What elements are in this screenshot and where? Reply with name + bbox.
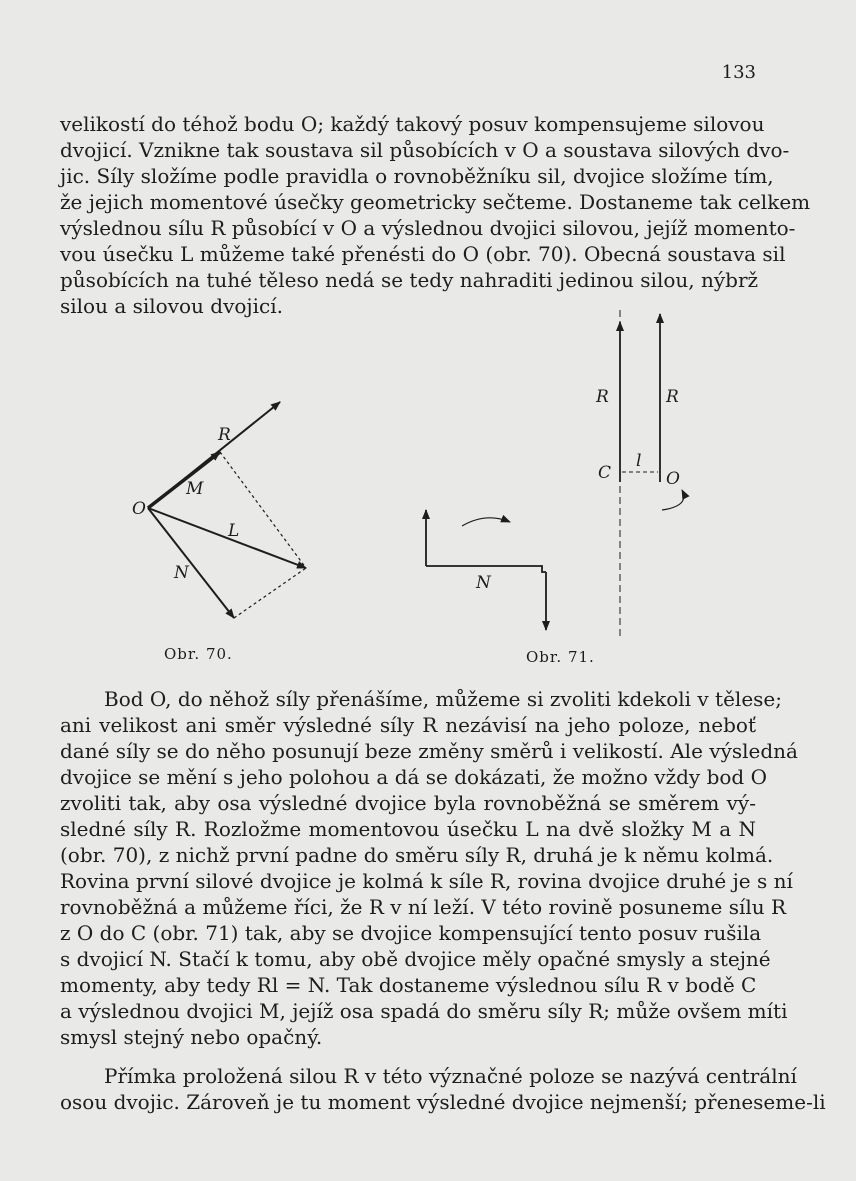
text-line: dané síly se do něho posunují beze změny směrů i velikostí. Ale výsledná [60, 739, 798, 763]
label-R-right: R [666, 387, 679, 407]
label-N: N [174, 563, 189, 583]
label-l: l [636, 451, 642, 471]
text-line: Bod O, do něhož síly přenášíme, můžeme si zvoliti kdekoli v tělese; [104, 687, 782, 711]
figure-70 [120, 390, 320, 670]
text-line: sledné síly R. Rozložme momentovou úsečku L na dvě složky M a N [60, 817, 756, 841]
dashed-M-to-L [220, 452, 306, 568]
text-line: zvoliti tak, aby osa výsledné dvojice byla rovnoběžná se směrem vý- [60, 791, 756, 815]
text-line: dvojice se mění s jeho polohou a dá se dokázati, že možno vždy bod O [60, 765, 767, 789]
text-line: s dvojicí N. Stačí k tomu, aby obě dvojice měly opačné smysly a stejné [60, 947, 771, 971]
text-line: působících na tuhé těleso nedá se tedy nahraditi jedinou silou, nýbrž [60, 268, 759, 292]
text-line: silou a silovou dvojicí. [60, 294, 283, 318]
text-line: výslednou sílu R působící v O a výslednou dvojici silovou, jejíž momento- [60, 216, 796, 240]
text-line: osou dvojic. Zároveň je tu moment výsledné dvojice nejmenší; přeneseme-li [60, 1090, 826, 1114]
page-number: 133 [721, 62, 756, 83]
label-R: R [218, 425, 231, 445]
label-C: C [598, 463, 612, 483]
paragraph-2 [60, 686, 798, 1050]
text-line: dvojicí. Vznikne tak soustava sil působících v O a soustava silových dvo- [60, 138, 790, 162]
text-line: (obr. 70), z nichž první padne do směru síly R, druhá je k němu kolmá. [60, 843, 774, 867]
text-line: jic. Síly složíme podle pravidla o rovnoběžníku sil, dvojice složíme tím, [60, 164, 774, 188]
text-line: vou úsečku L můžeme také přenésti do O (obr. 70). Obecná soustava sil [60, 242, 786, 266]
paragraph-3 [60, 1063, 826, 1115]
text-line: a výslednou dvojici M, jejíž osa spadá do směru síly R; může ovšem míti [60, 999, 788, 1023]
text-line: ani velikost ani směr výsledné síly R nezávisí na jeho poloze, neboť [60, 713, 756, 737]
label-O: O [132, 499, 146, 519]
label-R-left: R [596, 387, 609, 407]
text-line: Přímka proložená silou R v této význačné poloze se nazývá centrální [104, 1064, 797, 1088]
label-O: O [666, 469, 680, 489]
couple-N [426, 566, 546, 572]
vector-M [148, 452, 220, 508]
label-L: L [228, 521, 240, 541]
dashed-N-to-L [234, 568, 306, 618]
label-M: M [186, 479, 204, 499]
text-line: že jejich momentové úsečky geometricky sečteme. Dostaneme tak celkem [60, 190, 811, 214]
figure-71-caption: Obr. 71. [526, 648, 595, 666]
text-line: momenty, aby tedy Rl = N. Tak dostaneme výslednou sílu R v bodě C [60, 973, 757, 997]
figure-71 [400, 310, 720, 640]
label-N: N [476, 573, 491, 593]
text-line: z O do C (obr. 71) tak, aby se dvojice kompensující tento posuv rušila [60, 921, 762, 945]
rotation-arrow-O [662, 490, 684, 510]
paragraph-1 [60, 111, 811, 319]
text-line: smysl stejný nebo opačný. [60, 1025, 323, 1049]
text-line: Rovina první silové dvojice je kolmá k síle R, rovina dvojice druhé je s ní [60, 869, 793, 893]
rotation-arrow-N [462, 518, 510, 526]
text-line: rovnoběžná a můžeme říci, že R v ní leží. V této rovině posuneme sílu R [60, 895, 787, 919]
text-line: velikostí do téhož bodu O; každý takový posuv kompensujeme silovou [60, 112, 765, 136]
figure-70-caption: Obr. 70. [164, 645, 233, 663]
